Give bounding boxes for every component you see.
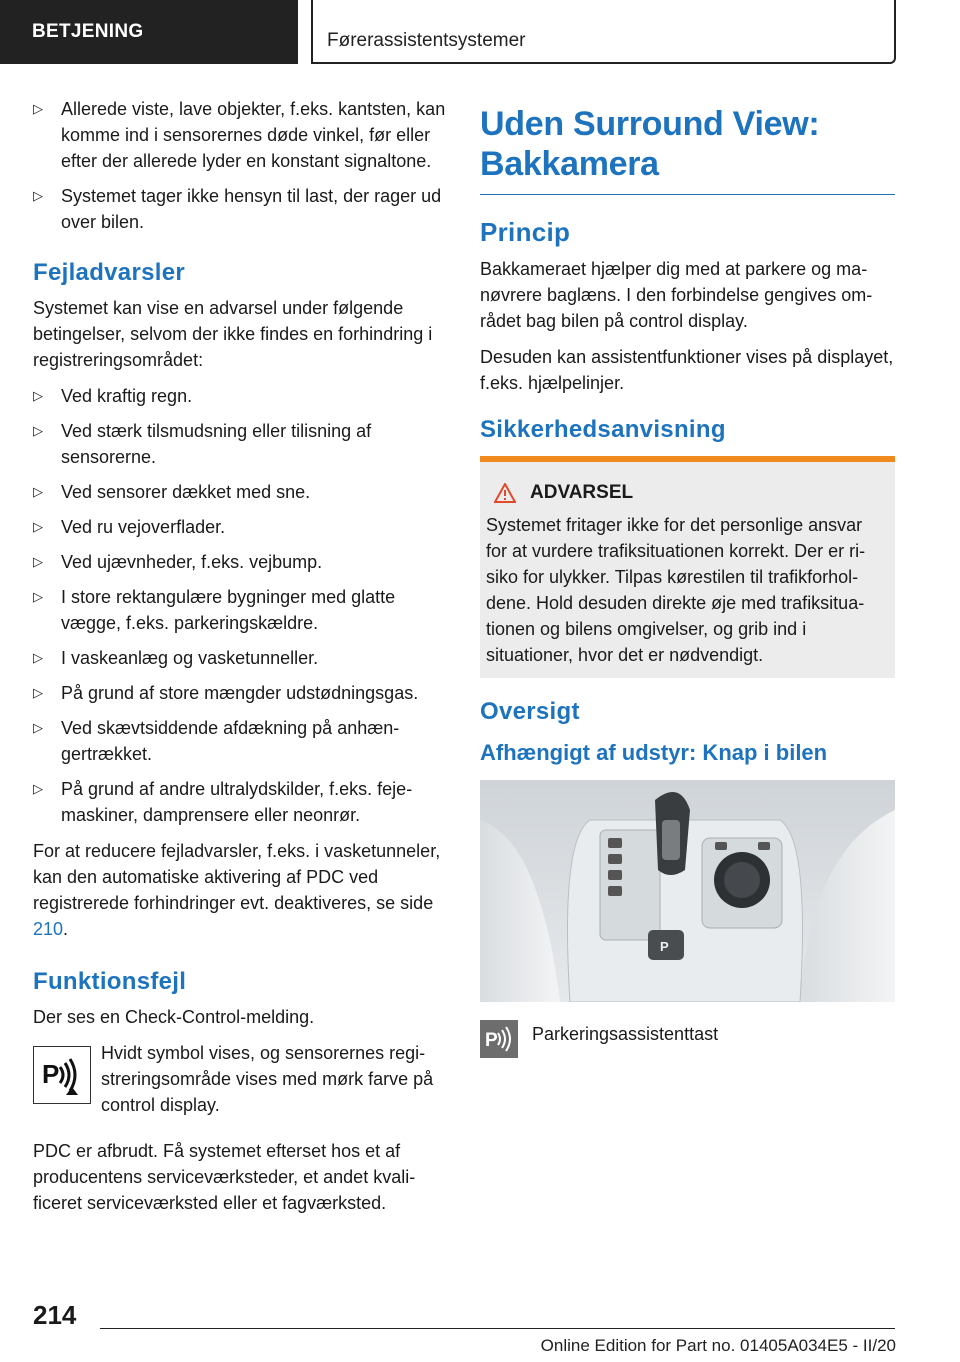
footer-divider <box>100 1328 895 1329</box>
triangle-bullet-icon: ▷ <box>33 388 43 403</box>
reduce-text: For at reducere fejladvarsler, f.eks. i vasketunneler, kan den automatiske aktivering af PDC ved registrerede forhindringer evt. deaktiveres, se side <box>33 841 441 913</box>
intro-bullet-list <box>33 96 448 235</box>
bullet-text: I store rektangulære bygninger med glatte vægge, f.eks. parkeringskældre. <box>61 587 396 633</box>
pdc-interrupted-text: PDC er afbrudt. Få systemet efterset hos et af producentens serviceværksteder, et andet kvalificeret serviceværksted eller et fagværksted. <box>33 1141 416 1213</box>
bullet-text: På grund af andre ultralydskilder, f.eks. fejemaskiner, damprensere eller neonrør. <box>61 779 413 825</box>
list-item <box>33 96 448 174</box>
page-number: 214 <box>33 1300 77 1330</box>
list-item <box>33 549 448 575</box>
triangle-bullet-icon: ▷ <box>33 589 43 604</box>
triangle-bullet-icon: ▷ <box>33 650 43 665</box>
list-item <box>33 680 448 706</box>
list-item <box>33 418 448 470</box>
list-item <box>33 514 448 540</box>
list-item <box>33 584 448 636</box>
park-assist-button-icon <box>480 1020 518 1058</box>
warning-header <box>486 482 885 504</box>
princip-paragraph-2: Desuden kan assistentfunktioner vises på displayet, f.eks. hjælpelinjer. <box>480 347 894 393</box>
pdc-sensor-icon <box>33 1046 91 1104</box>
bullet-text: Allerede viste, lave objekter, f.eks. kantsten, kan komme ind i sensorernes døde vinkel, før eller efter der allerede lyder en konstant signaltone. <box>61 99 446 171</box>
page-title: Uden Surround View: Bakkamera <box>480 104 895 195</box>
funktionsfejl-text: Der ses en Check-Control-melding. <box>33 1007 315 1027</box>
udstyr-subheading: Afhængigt af udstyr: Knap i bilen <box>480 740 828 765</box>
list-item <box>33 479 448 505</box>
bullet-text: Ved ru vejoverflader. <box>61 517 226 537</box>
svg-text:P: P <box>660 939 669 954</box>
warning-text: Systemet fritager ikke for det personlige ansvar for at vurdere trafiksituationen korrekt. Der er risiko for ulykker. Tilpas kørestilen til trafikforholdene. Hold desuden direkte øje med trafiksituationen og bilens omgivelser, og grib ind i situationer, hvor det er nødvendigt. <box>486 515 866 665</box>
bullet-text: Ved ujævnheder, f.eks. vejbump. <box>61 552 323 572</box>
bullet-text: Ved skævtsiddende afdækning på anhængertrækket. <box>61 718 400 764</box>
triangle-bullet-icon: ▷ <box>33 423 43 438</box>
bullet-text: Ved kraftig regn. <box>61 386 193 406</box>
triangle-bullet-icon: ▷ <box>33 720 43 735</box>
triangle-bullet-icon: ▷ <box>33 554 43 569</box>
pdc-symbol-text: Hvidt symbol vises, og sensorernes registreringsområde vises med mørk farve på control display. <box>101 1043 434 1115</box>
right-column <box>480 104 895 1058</box>
triangle-bullet-icon: ▷ <box>33 484 43 499</box>
bullet-text: I vaskeanlæg og vasketunneller. <box>61 648 319 668</box>
warning-label: ADVARSEL <box>530 482 634 503</box>
triangle-bullet-icon: ▷ <box>33 188 43 203</box>
svg-text:P: P <box>485 1030 498 1051</box>
warning-box <box>480 456 895 678</box>
bullet-text: Ved stærk tilsmudsning eller tilisning af sensorerne. <box>61 421 372 467</box>
reduce-end: . <box>63 919 69 939</box>
fejladvarsler-bullet-list <box>33 383 448 828</box>
triangle-bullet-icon: ▷ <box>33 101 43 116</box>
list-item <box>33 383 448 409</box>
fejladvarsler-heading: Fejladvarsler <box>33 259 185 286</box>
list-item <box>33 776 448 828</box>
header-chapter-label: Førerassistentsystemer <box>311 0 896 64</box>
oversigt-heading: Oversigt <box>480 698 580 725</box>
list-item <box>33 645 448 671</box>
photo-caption <box>480 1020 895 1058</box>
bullet-text: På grund af store mængder udstødningsgas. <box>61 683 419 703</box>
page-link[interactable]: 210 <box>33 919 64 939</box>
bullet-text: Ved sensorer dækket med sne. <box>61 482 311 502</box>
triangle-bullet-icon: ▷ <box>33 519 43 534</box>
reduce-paragraph <box>33 838 448 942</box>
list-item <box>33 715 448 767</box>
triangle-bullet-icon: ▷ <box>33 781 43 796</box>
princip-heading: Princip <box>480 217 571 247</box>
princip-paragraph-1: Bakkameraet hjælper dig med at parkere og manøvrere baglæns. I den forbindelse gengives området bag bilen på control display. <box>480 259 873 331</box>
center-console-photo <box>480 780 895 1002</box>
caption-text: Parkeringsassistenttast <box>532 1024 719 1044</box>
fejladvarsler-intro: Systemet kan vise en advarsel under følgende betingelser, selvom der ikke findes en forhindring i registreringsområdet: <box>33 298 433 370</box>
funktionsfejl-heading: Funktionsfejl <box>33 968 187 995</box>
header-section-label: BETJENING <box>0 0 298 64</box>
warning-triangle-icon <box>494 483 516 503</box>
bullet-text: Systemet tager ikke hensyn til last, der rager ud over bilen. <box>61 186 442 232</box>
pdc-symbol-block <box>33 1040 448 1118</box>
list-item <box>33 183 448 235</box>
svg-text:P: P <box>42 1059 60 1089</box>
sikkerhed-heading: Sikkerhedsanvisning <box>480 416 726 443</box>
triangle-bullet-icon: ▷ <box>33 685 43 700</box>
left-column <box>33 96 448 1226</box>
footer-edition: Online Edition for Part no. 01405A034E5 - II/20 <box>540 1336 896 1355</box>
